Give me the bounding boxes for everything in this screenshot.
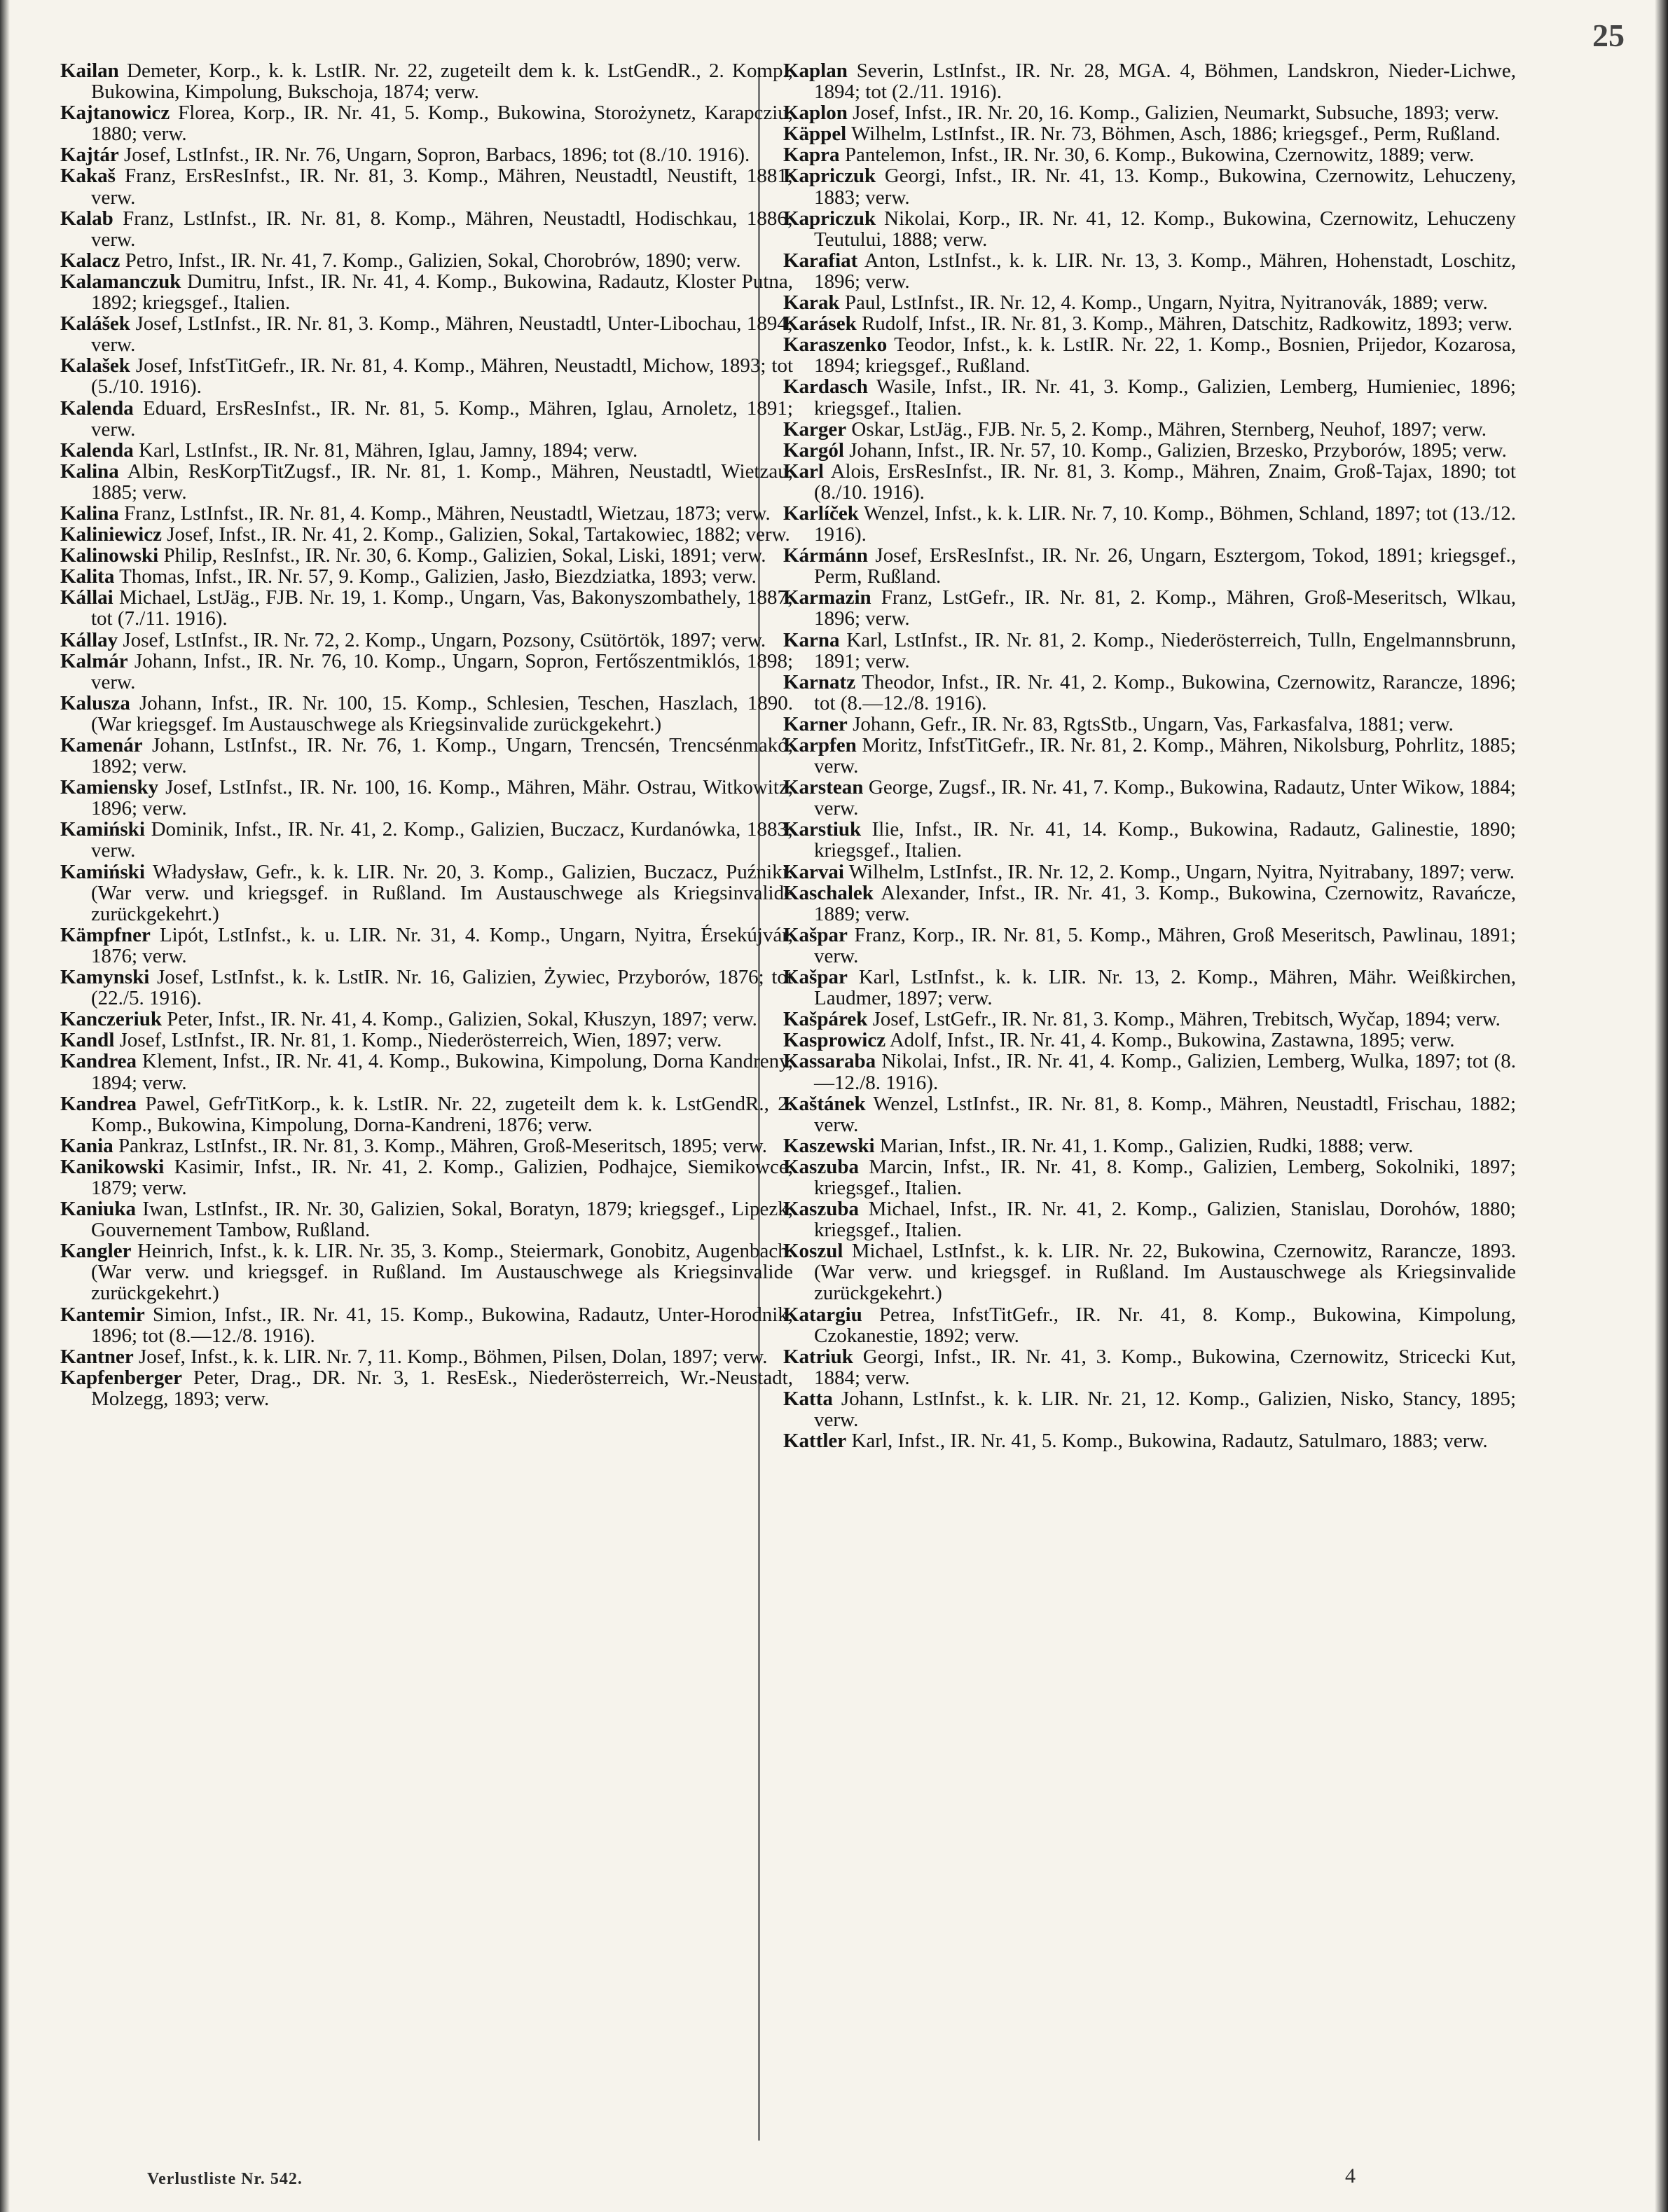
list-entry [60, 1198, 793, 1240]
list-entry [60, 1240, 793, 1304]
list-entry [60, 1367, 793, 1409]
entry-surname: Karner [783, 713, 848, 735]
list-entry [783, 1135, 1516, 1156]
list-entry [783, 777, 1516, 819]
entry-details: Alexander, Infst., IR. Nr. 41, 3. Komp., Bukowina, Czernowitz, Ravańcze, 1889; verw. [814, 882, 1516, 925]
entry-details: Josef, LstInfst., IR. Nr. 100, 16. Komp., Mähren, Mähr. Ostrau, Witkowitz, 1896; verw. [91, 777, 793, 820]
entry-surname: Karmazin [783, 587, 871, 609]
entry-details: Adolf, Infst., IR. Nr. 41, 4. Komp., Bukowina, Zastawna, 1895; verw. [885, 1030, 1455, 1051]
entry-surname: Karafiat [783, 249, 858, 272]
entry-details: Michael, Infst., IR. Nr. 41, 2. Komp., Galizien, Stanislau, Dorohów, 1880; kriegsgef., Italien. [814, 1198, 1516, 1241]
list-entry [783, 883, 1516, 925]
entry-surname: Katriuk [783, 1346, 853, 1368]
entry-details: Marcin, Infst., IR. Nr. 41, 8. Komp., Galizien, Lemberg, Sokolniki, 1897; kriegsgef., Italien. [814, 1156, 1516, 1199]
list-entry [783, 376, 1516, 418]
list-entry [60, 144, 793, 165]
list-entry [783, 1156, 1516, 1198]
entry-details: Ilie, Infst., IR. Nr. 41, 14. Komp., Bukowina, Radautz, Galinestie, 1890; kriegsgef., Italien. [814, 819, 1516, 862]
entry-details: Franz, LstInfst., IR. Nr. 81, 8. Komp., Mähren, Neustadtl, Hodischkau, 1886; verw. [91, 207, 793, 250]
entry-surname: Kamenár [60, 735, 143, 756]
entry-surname: Kállai [60, 587, 113, 609]
entry-details: Peter, Infst., IR. Nr. 41, 4. Komp., Galizien, Sokal, Kłuszyn, 1897; verw. [162, 1009, 757, 1030]
entry-surname: Kalita [60, 566, 115, 588]
entry-surname: Kassaraba [783, 1051, 876, 1073]
list-entry [783, 630, 1516, 672]
list-entry [60, 967, 793, 1009]
list-entry [783, 819, 1516, 861]
list-entry [783, 334, 1516, 376]
entry-details: Wilhelm, LstInfst., IR. Nr. 73, Böhmen, Asch, 1886; kriegsgef., Perm, Rußland. [846, 123, 1501, 145]
entry-details: Georgi, Infst., IR. Nr. 41, 13. Komp., Bukowina, Czernowitz, Lehuczeny, 1883; verw. [814, 165, 1516, 208]
list-entry [60, 1304, 793, 1346]
entry-details: Rudolf, Infst., IR. Nr. 81, 3. Komp., Mähren, Datschitz, Radkowitz, 1893; verw. [856, 313, 1513, 335]
entry-details: Josef, Infst., IR. Nr. 20, 16. Komp., Galizien, Neumarkt, Subsuche, 1893; verw. [847, 102, 1499, 124]
entry-surname: Kandl [60, 1030, 115, 1051]
entry-details: Wasile, Infst., IR. Nr. 41, 3. Komp., Galizien, Lemberg, Humieniec, 1896; kriegsgef., Italien. [814, 376, 1516, 419]
entry-details: Kasimir, Infst., IR. Nr. 41, 2. Komp., Galizien, Podhajce, Siemikowce, 1879; verw. [91, 1156, 793, 1199]
entry-details: Josef, LstInfst., IR. Nr. 72, 2. Komp., Ungarn, Pozsony, Csütörtök, 1897; verw. [118, 629, 766, 651]
entry-details: Paul, LstInfst., IR. Nr. 12, 4. Komp., Ungarn, Nyitra, Nyitranovák, 1889; verw. [839, 292, 1488, 314]
list-entry [60, 250, 793, 271]
entry-details: Karl, LstInfst., k. k. LIR. Nr. 13, 2. Komp., Mähren, Mähr. Weißkirchen, Laudmer, 1897; verw. [814, 967, 1516, 1009]
entry-surname: Kaštánek [783, 1093, 866, 1115]
entry-details: Michael, LstInfst., k. k. LIR. Nr. 22, Bukowina, Czernowitz, Rarancze, 1893. (War verw. und kriegsgef. in Rußland. Im Austauschwege als Kriegsinvalide zurückgekehrt.) [814, 1240, 1516, 1304]
entry-details: Heinrich, Infst., k. k. LIR. Nr. 35, 3. Komp., Steiermark, Gonobitz, Augenbach. (War verw. und kriegsgef. in Rußland. Im Austauschwege als Kriegsinvalide zurückgekehrt.) [91, 1240, 793, 1304]
entry-details: Marian, Infst., IR. Nr. 41, 1. Komp., Galizien, Rudki, 1888; verw. [874, 1135, 1414, 1156]
entry-surname: Kamynski [60, 967, 150, 989]
entry-surname: Kalášek [60, 313, 130, 336]
list-entry [783, 735, 1516, 777]
list-entry [60, 355, 793, 397]
entry-details: Alois, ErsResInfst., IR. Nr. 81, 3. Komp., Mähren, Znaim, Groß-Tajax, 1890; tot (8./10. 1916). [814, 460, 1516, 503]
list-entry [60, 503, 793, 524]
entry-surname: Kasprowicz [783, 1030, 886, 1051]
entry-details: Wilhelm, LstInfst., IR. Nr. 12, 2. Komp., Ungarn, Nyitra, Nyitrabany, 1897; verw. [844, 861, 1515, 883]
entry-surname: Kania [60, 1135, 113, 1156]
list-entry [783, 672, 1516, 714]
list-entry [783, 925, 1516, 967]
entry-surname: Kapra [783, 144, 840, 166]
entry-surname: Katargiu [783, 1304, 862, 1326]
entry-details: Philip, ResInfst., IR. Nr. 30, 6. Komp., Galizien, Sokal, Liski, 1891; verw. [158, 545, 766, 567]
entry-details: Karl, LstInfst., IR. Nr. 81, Mähren, Iglau, Jamny, 1894; verw. [133, 439, 638, 461]
entry-details: Franz, LstGefr., IR. Nr. 81, 2. Komp., Mähren, Groß-Meseritsch, Wlkau, 1896; verw. [814, 587, 1516, 630]
entry-details: Johann, Infst., IR. Nr. 57, 10. Komp., Galizien, Brzesko, Przyborów, 1895; verw. [844, 439, 1507, 461]
entry-details: Johann, Infst., IR. Nr. 100, 15. Komp., Schlesien, Teschen, Haszlach, 1890. (War kriegsgef. Im Austauschwege als Kriegsinvalide zurückgekehrt.) [91, 692, 793, 735]
entry-details: Karl, LstInfst., IR. Nr. 81, 2. Komp., Niederösterreich, Tulln, Engelmannsbrunn, 1891; verw. [814, 629, 1516, 672]
list-entry [60, 1156, 793, 1198]
entry-surname: Kandrea [60, 1093, 137, 1115]
entry-details: Josef, LstInfst., k. k. LstIR. Nr. 16, Galizien, Żywiec, Przyborów, 1876; tot (22./5. 1916). [91, 967, 793, 1009]
entry-surname: Kakaš [60, 165, 116, 188]
entry-surname: Käppel [783, 123, 847, 145]
list-entry [783, 1198, 1516, 1240]
list-entry [60, 1030, 793, 1051]
list-entry [783, 102, 1516, 123]
entry-details: Franz, Korp., IR. Nr. 81, 5. Komp., Mähren, Groß Meseritsch, Pawlinau, 1891; verw. [814, 924, 1516, 967]
entry-details: Johann, Infst., IR. Nr. 76, 10. Komp., Ungarn, Sopron, Fertőszentmiklós, 1898; verw. [91, 650, 793, 693]
list-entry [60, 102, 793, 144]
entry-surname: Kanczeriuk [60, 1009, 162, 1030]
entry-details: Nikolai, Korp., IR. Nr. 41, 12. Komp., Bukowina, Czernowitz, Lehuczeny Teutului, 1888; verw. [814, 207, 1516, 250]
entry-surname: Kašpárek [783, 1009, 868, 1030]
entry-details: Simion, Infst., IR. Nr. 41, 15. Komp., Bukowina, Radautz, Unter-Horodnik, 1896; tot (8.—12./8. 1916). [91, 1304, 793, 1346]
entry-surname: Kalina [60, 502, 119, 525]
entry-surname: Karna [783, 629, 840, 651]
entry-details: Nikolai, Infst., IR. Nr. 41, 4. Komp., Galizien, Lemberg, Wulka, 1897; tot (8.—12./8. 1916). [814, 1051, 1516, 1093]
entry-details: Karl, Infst., IR. Nr. 41, 5. Komp., Bukowina, Radautz, Satulmaro, 1883; verw. [846, 1430, 1488, 1452]
list-entry [783, 1009, 1516, 1030]
entry-surname: Kalusza [60, 692, 130, 714]
entry-surname: Kaszewski [783, 1135, 875, 1156]
list-entry [783, 1030, 1516, 1051]
entry-details: Dumitru, Infst., IR. Nr. 41, 4. Komp., Bukowina, Radautz, Kloster Putna, 1892; kriegsgef., Italien. [91, 270, 793, 314]
entry-surname: Karl [783, 460, 824, 483]
list-entry [60, 313, 793, 355]
entry-details: Wenzel, LstInfst., IR. Nr. 81, 8. Komp., Mähren, Neustadtl, Frischau, 1882; verw. [814, 1093, 1516, 1135]
list-entry [783, 60, 1516, 102]
entry-details: Johann, LstInfst., IR. Nr. 76, 1. Komp., Ungarn, Trencsén, Trencsénmakó, 1892; verw. [91, 735, 793, 777]
list-entry [60, 862, 793, 925]
entry-details: Severin, LstInfst., IR. Nr. 28, MGA. 4, Böhmen, Landskron, Nieder-Lichwe, 1894; tot (2./11. 1916). [814, 60, 1516, 103]
entry-surname: Kajtár [60, 144, 119, 166]
list-entry [783, 313, 1516, 334]
entry-surname: Kapriczuk [783, 165, 876, 188]
entry-surname: Kállay [60, 629, 118, 651]
entry-details: Lipót, LstInfst., k. u. LIR. Nr. 31, 4. Komp., Ungarn, Nyitra, Érsekújvár, 1876; verw. [91, 924, 793, 967]
entry-details: Josef, ErsResInfst., IR. Nr. 26, Ungarn, Esztergom, Tokod, 1891; kriegsgef., Perm, Rußland. [814, 545, 1516, 588]
entry-details: Pawel, GefrTitKorp., k. k. LstIR. Nr. 22, zugeteilt dem k. k. LstGendR., 2. Komp., Bukowina, Kimpolung, Dorna-Kandreni, 1876; verw. [91, 1093, 793, 1135]
entry-surname: Kangler [60, 1240, 132, 1263]
entry-surname: Karak [783, 292, 840, 314]
entry-surname: Karpfen [783, 735, 857, 756]
entry-surname: Kajtanowicz [60, 102, 170, 125]
entry-details: George, Zugsf., IR. Nr. 41, 7. Komp., Bukowina, Radautz, Unter Wikow, 1884; verw. [814, 777, 1516, 820]
entry-surname: Kalamanczuk [60, 270, 181, 293]
list-entry [783, 250, 1516, 292]
entry-surname: Kämpfner [60, 924, 151, 946]
entry-surname: Kaszuba [783, 1198, 859, 1221]
entry-details: Josef, LstInfst., IR. Nr. 81, 1. Komp., Niederösterreich, Wien, 1897; verw. [114, 1030, 722, 1051]
list-entry [60, 524, 793, 545]
entry-surname: Kaniuka [60, 1198, 136, 1221]
entry-surname: Karaszenko [783, 334, 888, 357]
entry-surname: Karger [783, 418, 847, 440]
list-entry [783, 1093, 1516, 1135]
entry-details: Petro, Infst., IR. Nr. 41, 7. Komp., Galizien, Sokal, Chorobrów, 1890; verw. [120, 249, 741, 271]
entry-surname: Koszul [783, 1240, 843, 1263]
entry-details: Moritz, InfstTitGefr., IR. Nr. 81, 2. Komp., Mähren, Nikolsburg, Pohrlitz, 1885; verw. [814, 735, 1516, 777]
entry-details: Albin, ResKorpTitZugsf., IR. Nr. 81, 1. Komp., Mähren, Neustadtl, Wietzau, 1885; verw. [91, 460, 793, 503]
entry-details: Franz, LstInfst., IR. Nr. 81, 4. Komp., Mähren, Neustadtl, Wietzau, 1873; verw. [118, 502, 771, 525]
entry-details: Georgi, Infst., IR. Nr. 41, 3. Komp., Bukowina, Czernowitz, Stricecki Kut, 1884; verw. [814, 1346, 1516, 1388]
list-entry [783, 208, 1516, 250]
entry-surname: Kattler [783, 1430, 847, 1452]
entry-details: Władysław, Gefr., k. k. LIR. Nr. 20, 3. Komp., Galizien, Buczacz, Puźniki. (War verw. und kriegsgef. in Rußland. Im Austauschwege als Kriegsinvalide zurückgekehrt.) [91, 861, 793, 925]
entry-surname: Kalacz [60, 249, 120, 271]
entry-surname: Kamiński [60, 861, 145, 883]
list-entry [783, 545, 1516, 587]
list-entry [60, 566, 793, 587]
entry-details: Thomas, Infst., IR. Nr. 57, 9. Komp., Galizien, Jasło, Biezdziatka, 1893; verw. [114, 566, 757, 588]
list-entry [783, 292, 1516, 313]
entry-details: Franz, ErsResInfst., IR. Nr. 81, 3. Komp., Mähren, Neustadtl, Neustift, 1881; verw. [91, 165, 793, 208]
entry-surname: Kašpar [783, 924, 848, 946]
entry-surname: Katta [783, 1388, 833, 1410]
list-entry [783, 1304, 1516, 1346]
list-entry [783, 1388, 1516, 1430]
list-entry [60, 208, 793, 250]
list-entry [60, 630, 793, 651]
list-entry [783, 461, 1516, 503]
entry-surname: Kaplon [783, 102, 848, 124]
entry-details: Pankraz, LstInfst., IR. Nr. 81, 3. Komp., Mähren, Groß-Meseritsch, 1895; verw. [113, 1135, 767, 1156]
footer-mark: 4 [1345, 2164, 1356, 2187]
entry-details: Michael, LstJäg., FJB. Nr. 19, 1. Komp., Ungarn, Vas, Bakonyszombathely, 1887; tot (7./11. 1916). [91, 587, 793, 630]
entry-surname: Kaszuba [783, 1156, 859, 1178]
entry-surname: Kaschalek [783, 882, 874, 904]
entry-details: Anton, LstInfst., k. k. LIR. Nr. 13, 3. Komp., Mähren, Hohenstadt, Loschitz, 1896; verw. [814, 249, 1516, 293]
list-entry [783, 862, 1516, 883]
entry-surname: Kapriczuk [783, 207, 876, 230]
entry-details: Florea, Korp., IR. Nr. 41, 5. Komp., Bukowina, Storożynetz, Karapcziu, 1880; verw. [91, 102, 793, 145]
entry-surname: Karásek [783, 313, 857, 335]
entry-surname: Kašpar [783, 967, 848, 989]
entry-details: Josef, Infst., IR. Nr. 41, 2. Komp., Galizien, Sokal, Tartakowiec, 1882; verw. [161, 524, 790, 546]
entry-details: Oskar, LstJäg., FJB. Nr. 5, 2. Komp., Mähren, Sternberg, Neuhof, 1897; verw. [846, 418, 1487, 440]
list-entry [60, 1346, 793, 1367]
entry-details: Peter, Drag., DR. Nr. 3, 1. ResEsk., Niederösterreich, Wr.-Neustadt, Molzegg, 1893; verw. [91, 1367, 793, 1409]
entry-surname: Kandrea [60, 1051, 137, 1073]
entry-details: Johann, LstInfst., k. k. LIR. Nr. 21, 12. Komp., Galizien, Nisko, Stancy, 1895; verw. [814, 1388, 1516, 1431]
entry-surname: Kantemir [60, 1304, 145, 1326]
footer-label: Verlustliste Nr. 542. [147, 2170, 303, 2188]
list-entry [60, 545, 793, 566]
entry-surname: Kalina [60, 460, 119, 483]
entry-details: Josef, LstInfst., IR. Nr. 81, 3. Komp., Mähren, Neustadtl, Unter-Libochau, 1894; verw. [91, 313, 793, 356]
entry-surname: Kalab [60, 207, 113, 230]
list-entry [783, 1051, 1516, 1093]
entry-surname: Kaplan [783, 60, 848, 82]
list-entry [783, 1240, 1516, 1304]
entry-surname: Kármánn [783, 545, 868, 567]
entry-surname: Kargól [783, 439, 844, 461]
entry-details: Josef, InfstTitGefr., IR. Nr. 81, 4. Komp., Mähren, Neustadtl, Michow, 1893; tot (5./10. 1916). [91, 355, 793, 398]
list-entry [60, 398, 793, 440]
list-entry [60, 1135, 793, 1156]
list-entry [60, 925, 793, 967]
left-column [60, 60, 793, 1409]
list-entry [60, 651, 793, 693]
entry-surname: Kantner [60, 1346, 134, 1367]
list-entry [783, 714, 1516, 735]
entry-surname: Karvai [783, 861, 844, 883]
list-entry [60, 1093, 793, 1135]
entry-details: Johann, Gefr., IR. Nr. 83, RgtsStb., Ungarn, Vas, Farkasfalva, 1881; verw. [847, 713, 1454, 735]
entry-details: Teodor, Infst., k. k. LstIR. Nr. 22, 1. Komp., Bosnien, Prijedor, Kozarosa, 1894; kriegsgef., Rußland. [814, 334, 1516, 377]
list-entry [60, 271, 793, 313]
list-entry [60, 461, 793, 503]
list-entry [60, 735, 793, 777]
entry-surname: Kalašek [60, 355, 130, 378]
entry-surname: Kalenda [60, 439, 134, 461]
page-number: 25 [1592, 18, 1625, 53]
entry-surname: Karlíček [783, 502, 859, 525]
entry-details: Demeter, Korp., k. k. LstIR. Nr. 22, zugeteilt dem k. k. LstGendR., 2. Komp., Bukowina, Kimpolung, Bukschoja, 1874; verw. [91, 60, 793, 103]
list-entry [783, 165, 1516, 207]
entry-surname: Karstiuk [783, 819, 862, 841]
entry-surname: Kalenda [60, 397, 134, 420]
entry-surname: Kapfenberger [60, 1367, 182, 1389]
entry-surname: Kamiensky [60, 777, 159, 799]
list-entry [783, 1346, 1516, 1388]
list-entry [60, 165, 793, 207]
list-entry [783, 967, 1516, 1009]
entry-surname: Kamiński [60, 819, 145, 841]
entry-details: Josef, LstInfst., IR. Nr. 76, Ungarn, Sopron, Barbacs, 1896; tot (8./10. 1916). [118, 144, 750, 166]
list-entry [60, 819, 793, 861]
entry-details: Pantelemon, Infst., IR. Nr. 30, 6. Komp., Bukowina, Czernowitz, 1889; verw. [839, 144, 1475, 166]
list-entry [783, 419, 1516, 440]
entry-details: Josef, LstGefr., IR. Nr. 81, 3. Komp., Mähren, Trebitsch, Wyčap, 1894; verw. [867, 1009, 1501, 1030]
list-entry [60, 587, 793, 629]
entry-details: Klement, Infst., IR. Nr. 41, 4. Komp., Bukowina, Kimpolung, Dorna Kandreny, 1894; verw. [91, 1051, 793, 1093]
list-entry [783, 123, 1516, 144]
list-entry [60, 60, 793, 102]
entry-surname: Kanikowski [60, 1156, 165, 1178]
list-entry [60, 1051, 793, 1093]
entry-details: Theodor, Infst., IR. Nr. 41, 2. Komp., Bukowina, Czernowitz, Rarancze, 1896; tot (8.—12./8. 1916). [814, 671, 1516, 714]
entry-surname: Karnatz [783, 671, 856, 693]
list-entry [60, 777, 793, 819]
entry-details: Wenzel, Infst., k. k. LIR. Nr. 7, 10. Komp., Böhmen, Schland, 1897; tot (13./12. 1916). [814, 502, 1516, 546]
entry-surname: Kalmár [60, 650, 128, 672]
list-entry [783, 144, 1516, 165]
list-entry [783, 587, 1516, 629]
entry-details: Eduard, ErsResInfst., IR. Nr. 81, 5. Komp., Mähren, Iglau, Arnoletz, 1891; verw. [91, 397, 793, 440]
right-column [783, 60, 1516, 1451]
entry-surname: Kailan [60, 60, 119, 82]
entry-surname: Karstean [783, 777, 864, 799]
entry-surname: Kalinowski [60, 545, 159, 567]
list-entry [783, 503, 1516, 545]
entry-surname: Kardasch [783, 376, 868, 399]
entry-details: Iwan, LstInfst., IR. Nr. 30, Galizien, Sokal, Boratyn, 1879; kriegsgef., Lipezk, Gouvernement Tambow, Rußland. [91, 1198, 793, 1241]
list-entry [783, 440, 1516, 461]
entry-surname: Kaliniewicz [60, 524, 162, 546]
entry-details: Dominik, Infst., IR. Nr. 41, 2. Komp., Galizien, Buczacz, Kurdanówka, 1883; verw. [91, 819, 793, 862]
list-entry [60, 440, 793, 461]
list-entry [60, 1009, 793, 1030]
list-entry [783, 1430, 1516, 1451]
entry-details: Petrea, InfstTitGefr., IR. Nr. 41, 8. Komp., Bukowina, Kimpolung, Czokanestie, 1892; verw. [814, 1304, 1516, 1346]
entry-details: Josef, Infst., k. k. LIR. Nr. 7, 11. Komp., Böhmen, Pilsen, Dolan, 1897; verw. [133, 1346, 768, 1367]
list-entry [60, 693, 793, 735]
